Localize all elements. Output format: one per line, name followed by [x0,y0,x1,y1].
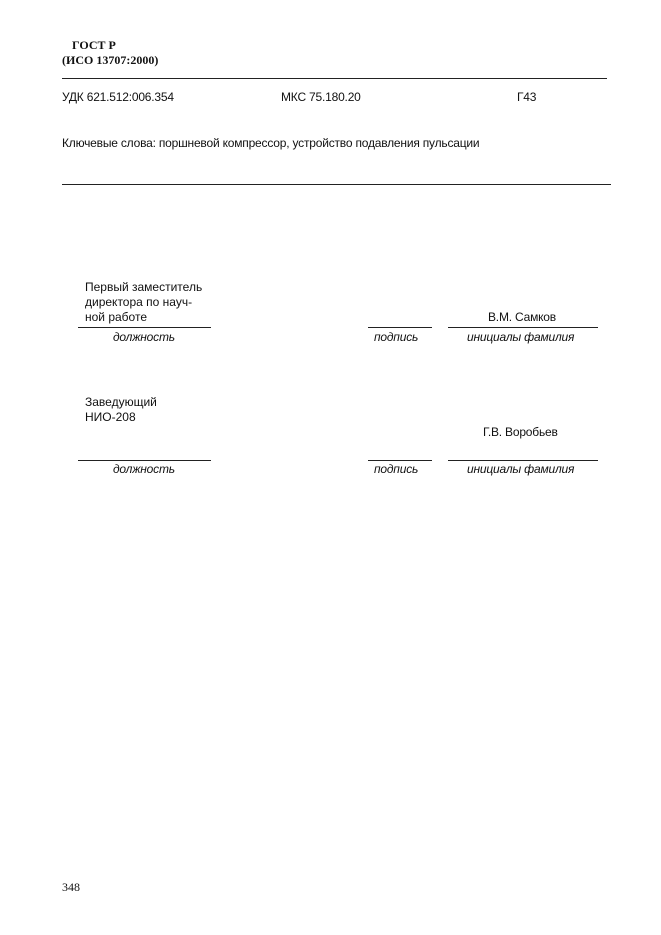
caption-signature-2: подпись [374,462,419,476]
position-line-2 [78,460,211,461]
position-line: Первый заместитель [85,280,203,294]
position-line: ной работе [85,310,148,324]
caption-name-2: инициалы фамилия [467,462,575,476]
name-line-2 [448,460,598,461]
caption-position-1: должность [113,330,175,344]
signature-1-name: В.М. Самков [488,310,556,324]
caption-signature-1: подпись [374,330,419,344]
position-line-1 [78,327,211,328]
keywords: Ключевые слова: поршневой компрессор, устройство подавления пульсации [62,136,480,150]
position-line: Заведующий [85,395,157,409]
position-line: директора по науч- [85,295,193,309]
keywords-divider [62,184,611,185]
standard-title: ГОСТ Р [72,38,116,52]
caption-name-1: инициалы фамилия [467,330,575,344]
header-divider [62,78,607,79]
mks-code: МКС 75.180.20 [281,90,361,104]
signature-2-position [85,395,157,425]
iso-reference: (ИСО 13707:2000) [62,53,159,67]
position-line: НИО-208 [85,410,136,424]
group-code: Г43 [517,90,537,104]
udk-code: УДК 621.512:006.354 [62,90,174,104]
caption-position-2: должность [113,462,175,476]
signature-line-1 [368,327,432,328]
signature-2-name: Г.В. Воробьев [483,425,558,439]
name-line-1 [448,327,598,328]
page-number: 348 [62,880,80,894]
signature-1-position [85,280,202,325]
signature-line-2 [368,460,432,461]
